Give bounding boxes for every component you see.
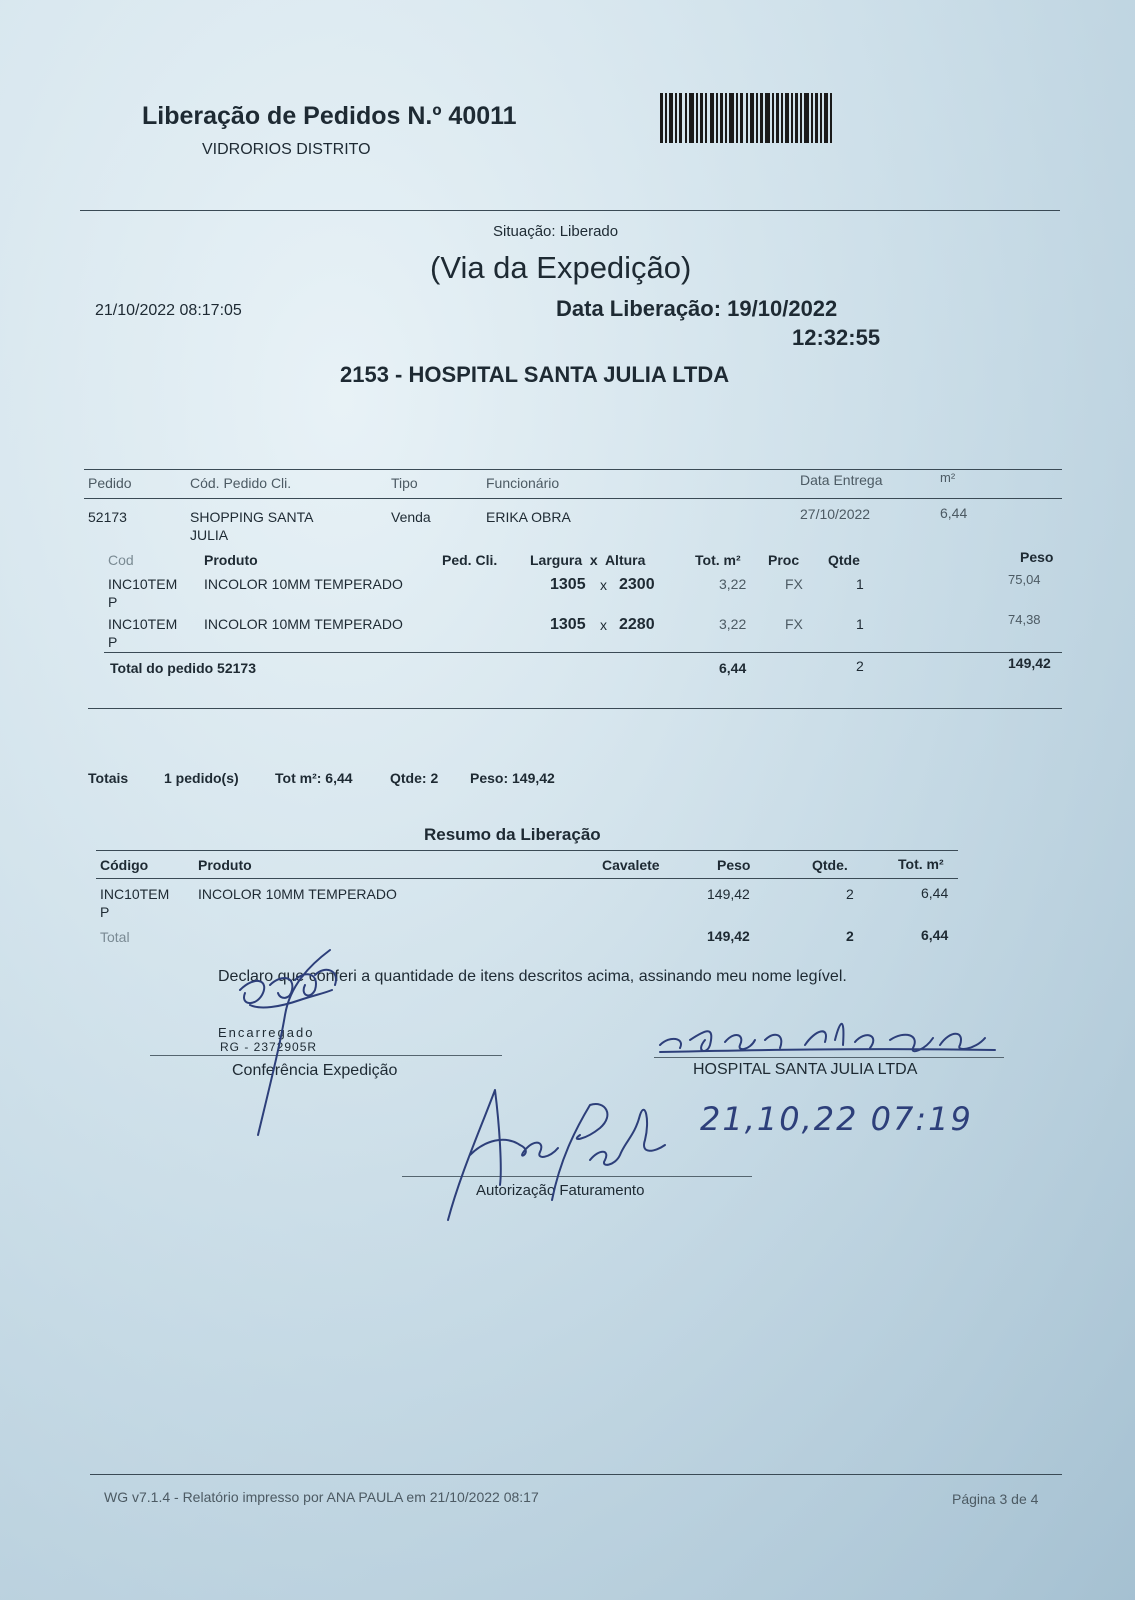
- signature-autorizacao: [440, 1080, 680, 1230]
- resumo-produto: INCOLOR 10MM TEMPERADO: [198, 886, 397, 902]
- barcode-image: [660, 93, 832, 143]
- order-cod-cli-2: JULIA: [190, 527, 229, 543]
- item-largura: 1305: [550, 576, 586, 593]
- item-proc: FX: [785, 616, 803, 632]
- conferencia-label: Conferência Expedição: [232, 1062, 398, 1079]
- item-col-proc: Proc: [768, 552, 800, 568]
- item-col-largura-altura: Largura x Altura: [530, 552, 646, 568]
- item-x: x: [600, 577, 607, 593]
- item-col-produto: Produto: [204, 552, 258, 568]
- order-pedido: 52173: [88, 509, 127, 525]
- order-total-label: Total do pedido 52173: [110, 660, 256, 676]
- resumo-peso: 149,42: [707, 886, 750, 902]
- item-produto: INCOLOR 10MM TEMPERADO: [204, 616, 403, 632]
- print-datetime: 21/10/2022 08:17:05: [95, 302, 242, 319]
- item-peso: 75,04: [1008, 572, 1041, 587]
- resumo-top-line: [96, 850, 958, 851]
- signature-hospital: [655, 1010, 1005, 1060]
- footer-print-info: WG v7.1.4 - Relatório impresso por ANA PAULA em 21/10/2022 08:17: [104, 1489, 539, 1505]
- col-cod-pedido-cli: Cód. Pedido Cli.: [190, 475, 292, 491]
- item-altura: 2280: [619, 616, 655, 633]
- item-tot-m2: 3,22: [719, 576, 747, 592]
- item-produto: INCOLOR 10MM TEMPERADO: [204, 576, 403, 592]
- resumo-total-label: Total: [100, 929, 130, 945]
- item-cod-2: P: [108, 594, 118, 610]
- order-tipo: Venda: [391, 509, 431, 525]
- resumo-total-tot-m2: 6,44: [921, 927, 949, 943]
- document-title: Liberação de Pedidos N.º 40011: [142, 102, 517, 130]
- item-col-cod: Cod: [108, 552, 134, 568]
- resumo-col-codigo: Código: [100, 857, 149, 873]
- item-peso: 74,38: [1008, 612, 1041, 627]
- totais-pedidos: 1 pedido(s): [164, 770, 239, 786]
- totais-qtde: Qtde: 2: [390, 770, 439, 786]
- item-col-tot-m2: Tot. m²: [695, 552, 741, 568]
- stamp-rg: RG - 2372905R: [220, 1040, 318, 1054]
- item-tot-m2: 3,22: [719, 616, 747, 632]
- col-pedido: Pedido: [88, 475, 132, 491]
- resumo-col-produto: Produto: [198, 857, 252, 873]
- handwritten-date: 21,10,22 07:19: [700, 1100, 973, 1138]
- order-total-line: [104, 652, 1062, 653]
- autorizacao-label: Autorização Faturamento: [476, 1182, 645, 1199]
- item-cod-1: INC10TEM: [108, 576, 178, 592]
- header-divider: [80, 210, 1060, 211]
- item-cod-1: INC10TEM: [108, 616, 178, 632]
- data-liberacao-time: 12:32:55: [792, 325, 881, 350]
- item-x: x: [600, 617, 607, 633]
- client-name: 2153 - HOSPITAL SANTA JULIA LTDA: [340, 362, 730, 387]
- order-funcionario: ERIKA OBRA: [486, 509, 571, 525]
- item-qtde: 1: [856, 616, 864, 632]
- situacao-label: Situação: Liberado: [493, 223, 619, 240]
- footer-page-number: Página 3 de 4: [952, 1491, 1039, 1507]
- resumo-header-line: [96, 878, 958, 879]
- item-qtde: 1: [856, 576, 864, 592]
- footer-divider: [90, 1474, 1062, 1475]
- item-cod-2: P: [108, 634, 118, 650]
- resumo-col-tot-m2: Tot. m²: [898, 856, 944, 872]
- totais-tot-m2: Tot m²: 6,44: [275, 770, 353, 786]
- via-label: (Via da Expedição): [430, 250, 692, 285]
- order-total-m2: 6,44: [719, 660, 747, 676]
- resumo-col-cavalete: Cavalete: [602, 857, 660, 873]
- col-m2: m²: [940, 470, 956, 485]
- col-tipo: Tipo: [391, 475, 418, 491]
- signature-conferencia: [200, 945, 400, 1140]
- resumo-title: Resumo da Liberação: [424, 825, 601, 844]
- hospital-label: HOSPITAL SANTA JULIA LTDA: [693, 1061, 918, 1078]
- company-name: VIDRORIOS DISTRITO: [202, 141, 371, 158]
- col-funcionario: Funcionário: [486, 475, 560, 491]
- resumo-tot-m2: 6,44: [921, 885, 949, 901]
- item-col-qtde: Qtde: [828, 552, 860, 568]
- order-m2: 6,44: [940, 505, 968, 521]
- totais-label: Totais: [88, 770, 129, 786]
- order-total-peso: 149,42: [1008, 655, 1051, 671]
- item-col-ped-cli: Ped. Cli.: [442, 552, 498, 568]
- order-table-header-line: [84, 498, 1062, 499]
- resumo-codigo-1: INC10TEM: [100, 886, 170, 902]
- order-data-entrega: 27/10/2022: [800, 506, 871, 522]
- item-col-peso: Peso: [1020, 549, 1054, 565]
- resumo-codigo-2: P: [100, 904, 110, 920]
- declaration-text: Declaro que conferi a quantidade de itens descritos acima, assinando meu nome legível.: [218, 968, 847, 985]
- resumo-col-peso: Peso: [717, 857, 751, 873]
- order-table-bottom-line: [88, 708, 1062, 709]
- resumo-qtde: 2: [846, 886, 854, 902]
- resumo-total-qtde: 2: [846, 928, 854, 944]
- order-total-qtde: 2: [856, 658, 864, 674]
- resumo-col-qtde: Qtde.: [812, 857, 848, 873]
- col-data-entrega: Data Entrega: [800, 472, 883, 488]
- order-cod-cli-1: SHOPPING SANTA: [190, 509, 314, 525]
- data-liberacao: Data Liberação: 19/10/2022: [556, 296, 838, 321]
- item-altura: 2300: [619, 576, 655, 593]
- order-table-top-line: [84, 469, 1062, 470]
- resumo-total-peso: 149,42: [707, 928, 750, 944]
- stamp-role: Encarregado: [218, 1025, 315, 1040]
- item-proc: FX: [785, 576, 803, 592]
- totais-peso: Peso: 149,42: [470, 770, 555, 786]
- item-largura: 1305: [550, 616, 586, 633]
